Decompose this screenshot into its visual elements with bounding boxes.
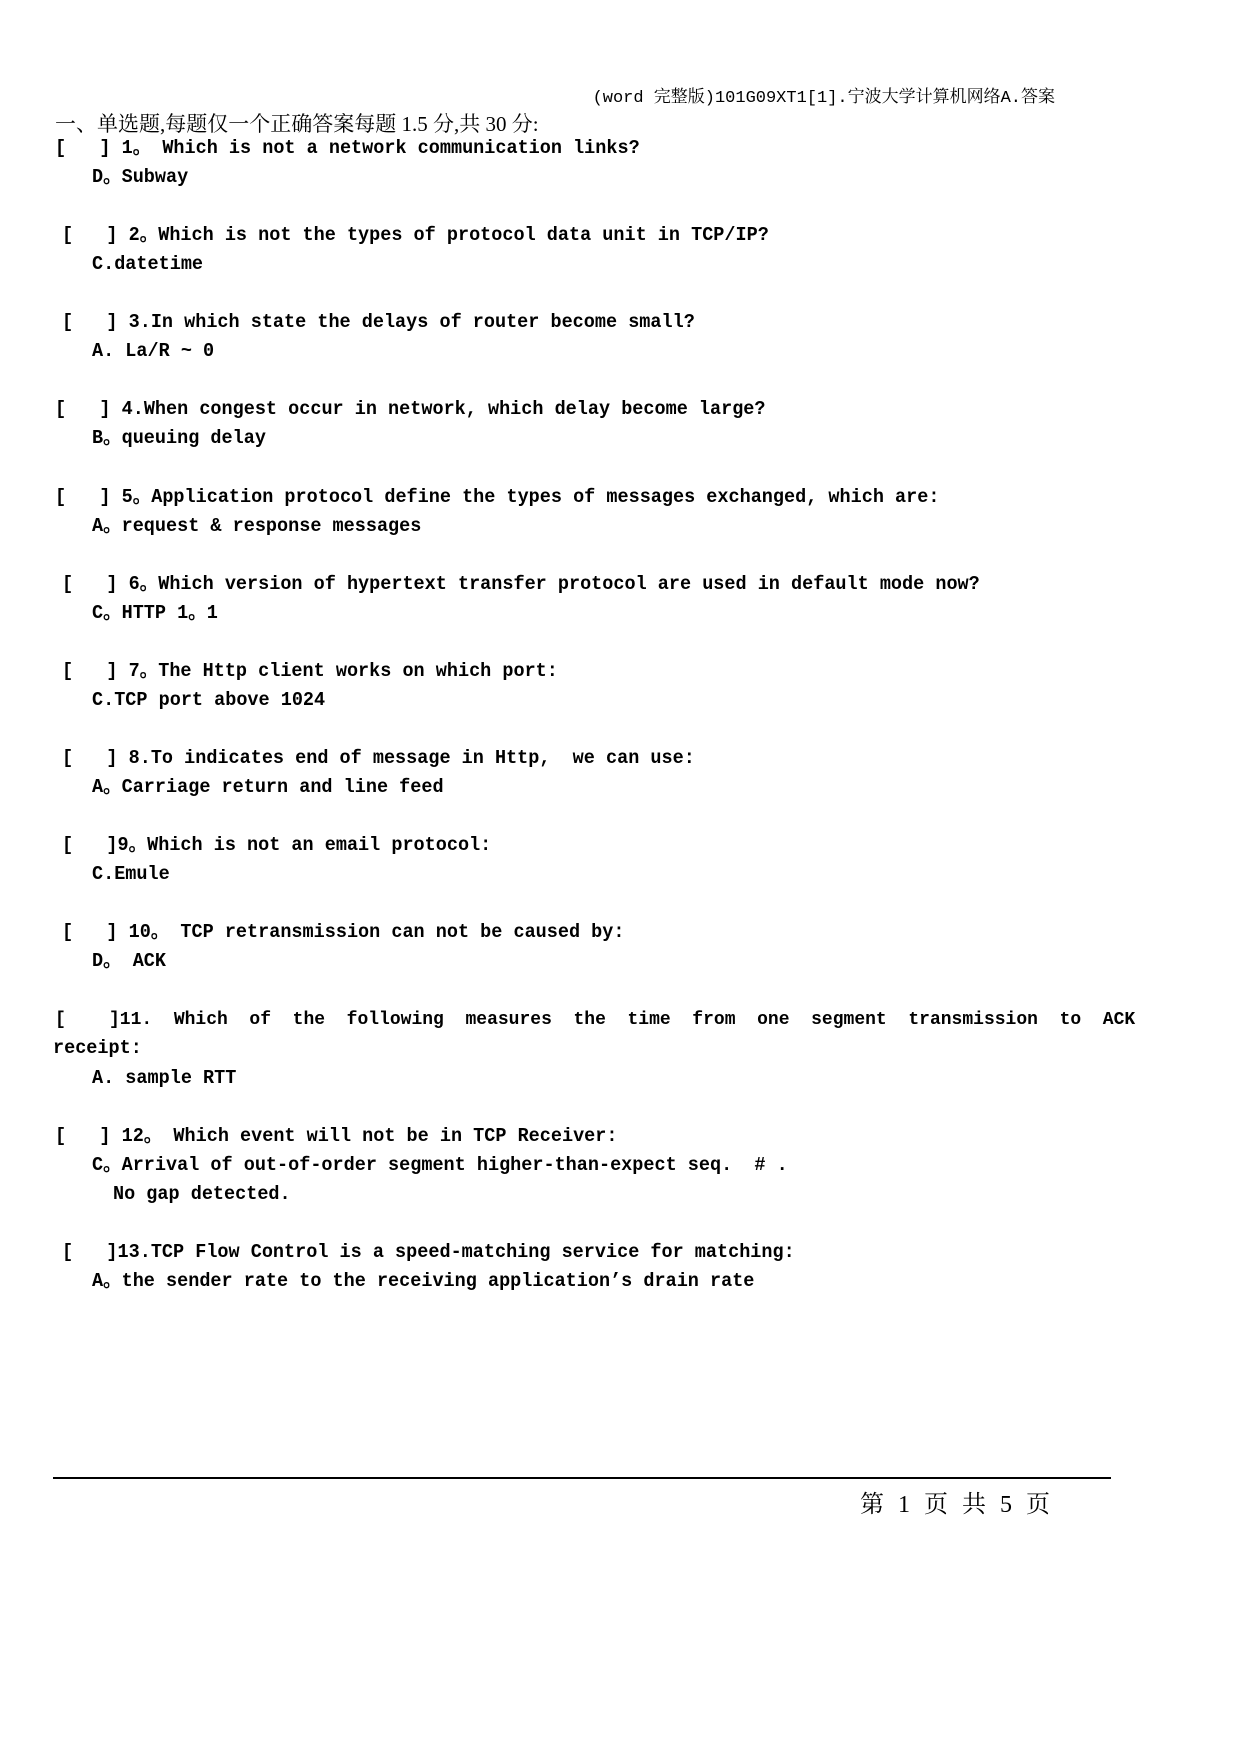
answer-11: A. sample RTT (92, 1067, 237, 1090)
section-title: 一、单选题,每题仅一个正确答案每题 1.5 分,共 30 分: (55, 112, 539, 136)
answer-4: B。queuing delay (92, 427, 266, 450)
question-7: [ ] 7。The Http client works on which port: (62, 660, 558, 683)
question-3: [ ] 3.In which state the delays of router become small? (62, 311, 695, 334)
answer-1: D。Subway (92, 166, 189, 189)
answer-3: A. La/R ~ 0 (92, 340, 215, 363)
question-2: [ ] 2。Which is not the types of protocol data unit in TCP/IP? (62, 224, 769, 247)
question-13: [ ]13.TCP Flow Control is a speed-matching service for matching: (62, 1241, 795, 1264)
answer-7: C.TCP port above 1024 (92, 689, 326, 712)
question-4: [ ] 4.When congest occur in network, which delay become large? (55, 398, 766, 421)
footer-divider (53, 1477, 1111, 1479)
answer-12: C。Arrival of out-of-order segment higher-than-expect seq. # . (92, 1154, 788, 1177)
question-8: [ ] 8.To indicates end of message in Http, we can use: (62, 747, 695, 770)
question-11-continued: receipt: (53, 1037, 142, 1060)
answer-6: C。HTTP 1。1 (92, 602, 218, 625)
answer-9: C.Emule (92, 863, 170, 886)
answer-5: A。request & response messages (92, 515, 422, 538)
answer-12-continued: No gap detected. (113, 1183, 291, 1206)
page-number: 第 1 页 共 5 页 (860, 1492, 1054, 1518)
question-5: [ ] 5。Application protocol define the types of messages exchanged, which are: (55, 486, 940, 509)
question-12: [ ] 12。 Which event will not be in TCP Receiver: (55, 1125, 618, 1148)
question-11: [ ]11. Which of the following measures the time from one segment transmission to ACK (55, 1009, 1136, 1031)
question-6: [ ] 6。Which version of hypertext transfer protocol are used in default mode now? (62, 573, 980, 596)
question-9: [ ]9。Which is not an email protocol: (62, 834, 492, 857)
question-10: [ ] 10。 TCP retransmission can not be caused by: (62, 921, 625, 944)
question-1: [ ] 1。 Which is not a network communication links? (55, 137, 640, 160)
answer-13: A。the sender rate to the receiving application’s drain rate (92, 1270, 755, 1293)
answer-2: C.datetime (92, 253, 204, 276)
answer-10: D。 ACK (92, 950, 167, 973)
answer-8: A。Carriage return and line feed (92, 776, 444, 799)
document-header: (word 完整版)101G09XT1[1].宁波大学计算机网络A.答案 (592, 89, 1055, 108)
